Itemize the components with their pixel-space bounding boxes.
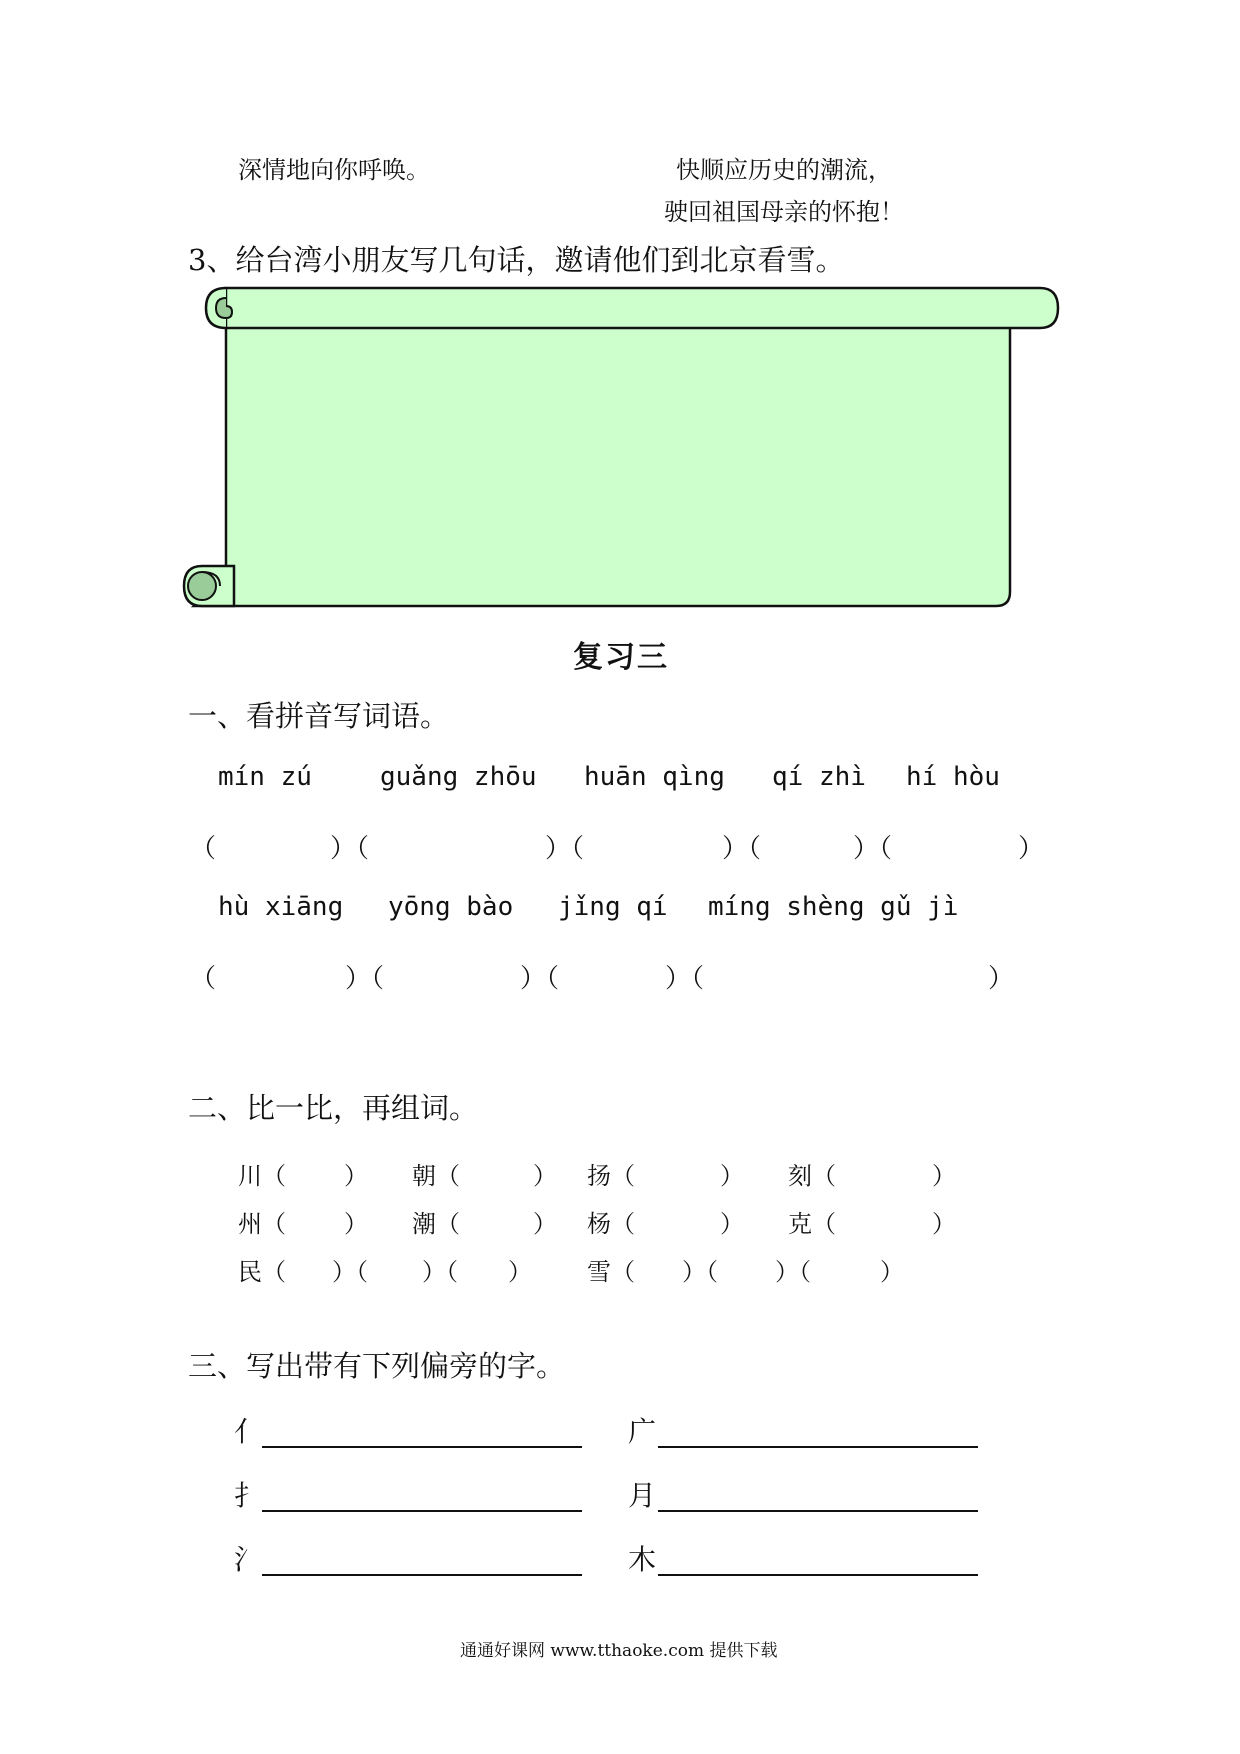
scroll-top-roll: [226, 288, 1058, 328]
pinyin-word: mín zú: [218, 762, 312, 792]
scroll-body: [194, 310, 1010, 606]
section2-heading: 二、比一比，再组词。: [188, 1091, 479, 1125]
compare-paren[interactable]: ）（: [422, 1258, 458, 1286]
compare-char: 雪（: [587, 1258, 635, 1286]
compare-paren[interactable]: ）（: [682, 1258, 718, 1286]
compare-char: 州（: [238, 1210, 286, 1238]
compare-char: 朝（: [412, 1162, 460, 1190]
answer-line[interactable]: [262, 1574, 582, 1576]
compare-char: 刻（: [788, 1162, 836, 1190]
pinyin-word: jǐng qí: [558, 892, 668, 922]
compare-char: 扬（: [587, 1162, 635, 1190]
answer-paren[interactable]: ）（: [722, 834, 762, 864]
compare-char: 潮（: [412, 1210, 460, 1238]
answer-paren[interactable]: ）: [1018, 834, 1045, 864]
compare-char: 民（: [238, 1258, 286, 1286]
compare-paren[interactable]: ）: [508, 1258, 532, 1286]
compare-paren[interactable]: ）: [932, 1162, 956, 1190]
radical-label: 木: [628, 1543, 657, 1576]
answer-line[interactable]: [658, 1574, 978, 1576]
compare-paren[interactable]: ）（: [775, 1258, 811, 1286]
pinyin-word: guǎng zhōu: [380, 762, 537, 792]
compare-paren[interactable]: ）: [720, 1162, 744, 1190]
section3-heading: 三、写出带有下列偏旁的字。: [188, 1349, 566, 1383]
pinyin-word: míng shèng gǔ jì: [708, 892, 959, 922]
answer-paren[interactable]: ）（: [330, 834, 370, 864]
answer-paren[interactable]: ）: [988, 964, 1015, 994]
pinyin-word: hí hòu: [906, 762, 1000, 792]
answer-paren[interactable]: ）（: [665, 964, 705, 994]
compare-paren[interactable]: ）: [880, 1258, 904, 1286]
pinyin-word: qí zhì: [772, 762, 866, 792]
compare-paren[interactable]: ）: [344, 1162, 368, 1190]
compare-char: 川（: [238, 1162, 286, 1190]
page-footer: 通通好课网 www.tthaoke.com 提供下载: [460, 1641, 778, 1661]
compare-char: 杨（: [587, 1210, 635, 1238]
poem-right-line-2: 驶回祖国母亲的怀抱！: [664, 198, 904, 226]
radical-label: 亻: [234, 1415, 263, 1448]
scroll-writing-area[interactable]: [180, 280, 1060, 620]
answer-line[interactable]: [262, 1446, 582, 1448]
pinyin-word: huān qìng: [584, 762, 725, 792]
pinyin-word: hù xiāng: [218, 892, 344, 922]
compare-paren[interactable]: ）: [932, 1210, 956, 1238]
compare-paren[interactable]: ）: [533, 1162, 557, 1190]
compare-paren[interactable]: ）: [720, 1210, 744, 1238]
task3-prompt: 3、给台湾小朋友写几句话，邀请他们到北京看雪。: [188, 243, 845, 277]
radical-label: 扌: [234, 1479, 263, 1512]
compare-char: 克（: [788, 1210, 836, 1238]
radical-label: 月: [628, 1479, 657, 1512]
answer-paren[interactable]: ）（: [545, 834, 585, 864]
compare-paren[interactable]: ）: [344, 1210, 368, 1238]
answer-line[interactable]: [262, 1510, 582, 1512]
scroll-bottom-curl: [188, 572, 216, 600]
section1-heading: 一、看拼音写词语。: [188, 699, 450, 733]
answer-line[interactable]: [658, 1446, 978, 1448]
poem-right-line-1: 快顺应历史的潮流，: [676, 156, 892, 184]
answer-line[interactable]: [658, 1510, 978, 1512]
radical-label: 广: [628, 1415, 657, 1448]
radical-label: 氵: [234, 1543, 263, 1576]
review-title: 复习三: [573, 640, 669, 675]
answer-paren[interactable]: （: [190, 964, 217, 994]
answer-paren[interactable]: （: [190, 834, 217, 864]
compare-paren[interactable]: ）: [533, 1210, 557, 1238]
compare-paren[interactable]: ）（: [332, 1258, 368, 1286]
poem-left-line: 深情地向你呼唤。: [238, 156, 430, 184]
answer-paren[interactable]: ）（: [345, 964, 385, 994]
answer-paren[interactable]: ）（: [853, 834, 893, 864]
answer-paren[interactable]: ）（: [520, 964, 560, 994]
pinyin-word: yōng bào: [388, 892, 514, 922]
